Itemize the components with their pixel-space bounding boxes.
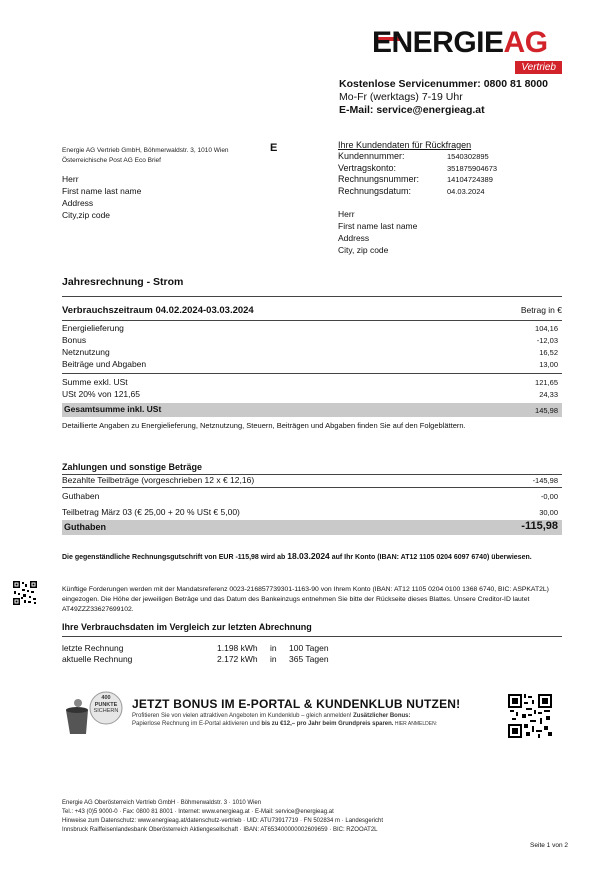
side-qr-code-icon	[12, 580, 38, 606]
sepa-mandate-note: Künftige Forderungen werden mit der Mandatsreferenz 0023-216857739301-1163-90 von Ihrem Konto (IBAN: AT12 1105 0204 0100 1368 6740, BIC: ASPKAT2L) eingezogen. Die Höhe der jeweiligen Beträge und das Datum des Bankeinzugs entnehmen Sie bitte der Rückseite dieses Blattes. Unsere Creditor-ID lautet AT49ZZZ33627699102.	[62, 586, 549, 613]
footer-company: Energie AG Oberösterreich Vertrieb GmbH · Böhmerwaldstr. 3 · 1010 Wien	[62, 800, 262, 806]
customer-label: Vertragskonto:	[338, 162, 397, 173]
bonus-badge-sub: SICHERN	[93, 708, 119, 714]
footer-bank: Innsbruck Raiffeisenlandesbank Oberösterreich Aktiengesellschaft · IBAN: AT653400000002609659 · BIC: RZOOAT2L	[62, 827, 378, 833]
recipient-name: First name last name	[338, 221, 418, 231]
invoice-item-row	[62, 347, 558, 358]
consumption-days: 100 Tagen	[289, 643, 329, 653]
logo-subtitle: Vertrieb	[515, 61, 562, 74]
bonus-banner-text	[132, 712, 502, 728]
consumption-label: letzte Rechnung	[62, 643, 124, 653]
recipient-city: City,zip code	[62, 210, 111, 220]
consumption-in: in	[270, 654, 277, 664]
bonus-banner[interactable]	[62, 690, 502, 740]
payment-amount: 30,00	[539, 508, 558, 517]
post-mark: E	[270, 142, 278, 154]
consumption-days: 365 Tagen	[289, 654, 329, 664]
customer-label: Kundennummer:	[338, 151, 405, 161]
credit-result-row	[62, 520, 562, 535]
customer-row-kundennummer	[338, 151, 497, 163]
credit-transfer-note	[62, 551, 552, 563]
invoice-item-row	[62, 323, 558, 334]
sender-post: Österreichische Post AG Eco Brief	[62, 157, 161, 164]
recipient-address-2	[338, 208, 417, 256]
customer-label: Rechnungsnummer:	[338, 174, 420, 184]
billing-period: Verbrauchszeitraum 04.02.2024-03.03.2024	[62, 305, 254, 316]
recipient-street: Address	[62, 198, 94, 208]
recipient-name: First name last name	[62, 186, 142, 196]
item-label: Bonus	[62, 335, 87, 345]
recipient-salutation: Herr	[338, 209, 355, 219]
footer-contact: Tel.: +43 (0)5 9000-0 · Fax: 0800 81 8001 · Internet: www.energieag.at · E-Mail: service@energieag.at	[62, 809, 334, 815]
item-label: Beiträge und Abgaben	[62, 359, 147, 369]
item-amount: -12,03	[536, 336, 558, 345]
subtotal-amount: 121,65	[535, 378, 558, 387]
subtotal-row	[62, 377, 558, 388]
signup-qr-code-icon[interactable]	[508, 694, 552, 738]
item-amount: 104,16	[535, 324, 558, 333]
bonus-badge-number: 400	[101, 695, 111, 701]
payment-label: Guthaben	[62, 491, 100, 501]
bonus-badge-text	[90, 695, 122, 715]
credit-amount: -115,98	[235, 554, 259, 561]
invoice-item-row	[62, 359, 558, 370]
payment-label: Bezahlte Teilbeträge (vorgeschrieben 12 x € 12,16)	[62, 475, 255, 485]
payment-label: Teilbetrag März 03 (€ 25,00 + 20 % USt € 5,00)	[62, 507, 240, 517]
credit-text: auf Ihr Konto (IBAN: AT12 1105 0204 6097 6740) überwiesen.	[329, 554, 532, 561]
customer-row-vertragskonto	[338, 163, 497, 175]
banner-text: Profitieren Sie von vielen attraktiven Angeboten im Kundenklub – gleich anmelden!	[132, 713, 354, 719]
bonus-badge-label: PUNKTE	[94, 701, 118, 708]
bonus-banner-title: JETZT BONUS IM E-PORTAL & KUNDENKLUB NUTZEN!	[132, 697, 461, 711]
energie-ag-logo	[372, 28, 562, 76]
vat-label: USt 20% von 121,65	[62, 389, 140, 399]
customer-value: 14104724389	[447, 175, 493, 184]
customer-value: 1540302895	[447, 152, 489, 161]
footer	[62, 799, 383, 835]
service-phone: Kostenlose Servicenummer: 0800 81 8000	[339, 78, 548, 90]
logo-word-ag: AG	[503, 26, 548, 59]
service-hours: Mo-Fr (werktags) 7-19 Uhr	[339, 91, 463, 103]
recipient-salutation: Herr	[62, 174, 79, 184]
consumption-label: aktuelle Rechnung	[62, 654, 133, 664]
banner-text: Papierlose Rechnung im E-Portal aktivieren und	[132, 721, 262, 727]
invoice-item-row	[62, 335, 558, 346]
recipient-city: City, zip code	[338, 245, 389, 255]
customer-value: 351875904673	[447, 163, 498, 173]
footer-privacy: Hinweise zum Datenschutz: www.energieag.at/datenschutz-vertrieb · UID: ATU73917719 · FN 502834 m · Landesgericht	[62, 818, 384, 824]
divider	[62, 320, 562, 321]
invoice-title: Jahresrechnung - Strom	[62, 276, 184, 288]
item-label: Netznutzung	[62, 347, 110, 357]
credit-result-label: Guthaben	[64, 522, 106, 532]
logo-word-energie: ENERGIE	[372, 26, 504, 59]
consumption-in: in	[270, 643, 277, 653]
sender-line	[62, 146, 229, 166]
divider	[62, 296, 562, 297]
page-number: Seite 1 von 2	[530, 842, 568, 849]
logo-wordmark	[372, 28, 548, 58]
divider	[62, 373, 562, 374]
vat-row	[62, 389, 558, 400]
item-label: Energielieferung	[62, 323, 124, 333]
item-amount: 16,52	[539, 348, 558, 357]
banner-text-bold: bis zu €12,– pro Jahr beim Grundpreis sparen.	[261, 721, 394, 727]
banner-text-bold: Zusätzlicher Bonus:	[353, 713, 411, 719]
total-amount: 145,98	[535, 406, 558, 415]
total-row	[62, 403, 562, 417]
payment-amount: -0,00	[540, 492, 558, 501]
credit-date: 18.03.2024	[287, 551, 330, 561]
customer-row-rechnungsnummer	[338, 174, 497, 186]
consumption-kwh: 2.172 kWh	[217, 654, 258, 664]
detail-note: Detaillierte Angaben zu Energielieferung, Netznutzung, Steuern, Beiträgen und Abgaben finden Sie auf den Folgeblättern.	[62, 421, 466, 430]
payments-title: Zahlungen und sonstige Beträge	[62, 462, 203, 472]
customer-value: 04.03.2024	[447, 186, 485, 196]
item-amount: 13,00	[539, 360, 558, 369]
recipient-address	[62, 173, 141, 221]
credit-result-amount: -115,98	[521, 520, 558, 532]
consumption-comparison-title: Ihre Verbrauchsdaten im Vergleich zur letzten Abrechnung	[62, 622, 312, 632]
credit-text: wird ab	[258, 554, 288, 561]
service-contact	[339, 78, 548, 117]
vat-amount: 24,33	[539, 390, 558, 399]
consumption-kwh: 1.198 kWh	[217, 643, 258, 653]
customer-label: Rechnungsdatum:	[338, 185, 412, 196]
payment-row	[62, 475, 558, 486]
divider	[62, 636, 562, 637]
customer-data-table	[338, 151, 497, 197]
sender-address: Energie AG Vertrieb GmbH, Böhmerwaldstr. 3, 1010 Wien	[62, 147, 229, 154]
customer-row-rechnungsdatum	[338, 186, 497, 198]
recipient-street: Address	[338, 233, 370, 243]
credit-text: Die gegenständliche Rechnungsgutschrift von EUR	[62, 554, 236, 561]
customer-data-title: Ihre Kundendaten für Rückfragen	[338, 140, 472, 150]
payment-amount: -145,98	[532, 476, 558, 485]
banner-signup-link[interactable]: HIER ANMELDEN:	[393, 721, 438, 727]
payment-row	[62, 507, 558, 518]
divider	[62, 487, 562, 488]
total-label: Gesamtsumme inkl. USt	[64, 404, 162, 414]
service-email: E-Mail: service@energieag.at	[339, 104, 485, 116]
subtotal-label: Summe exkl. USt	[62, 377, 128, 387]
payment-row	[62, 491, 558, 502]
amount-column-header: Betrag in €	[520, 305, 562, 315]
